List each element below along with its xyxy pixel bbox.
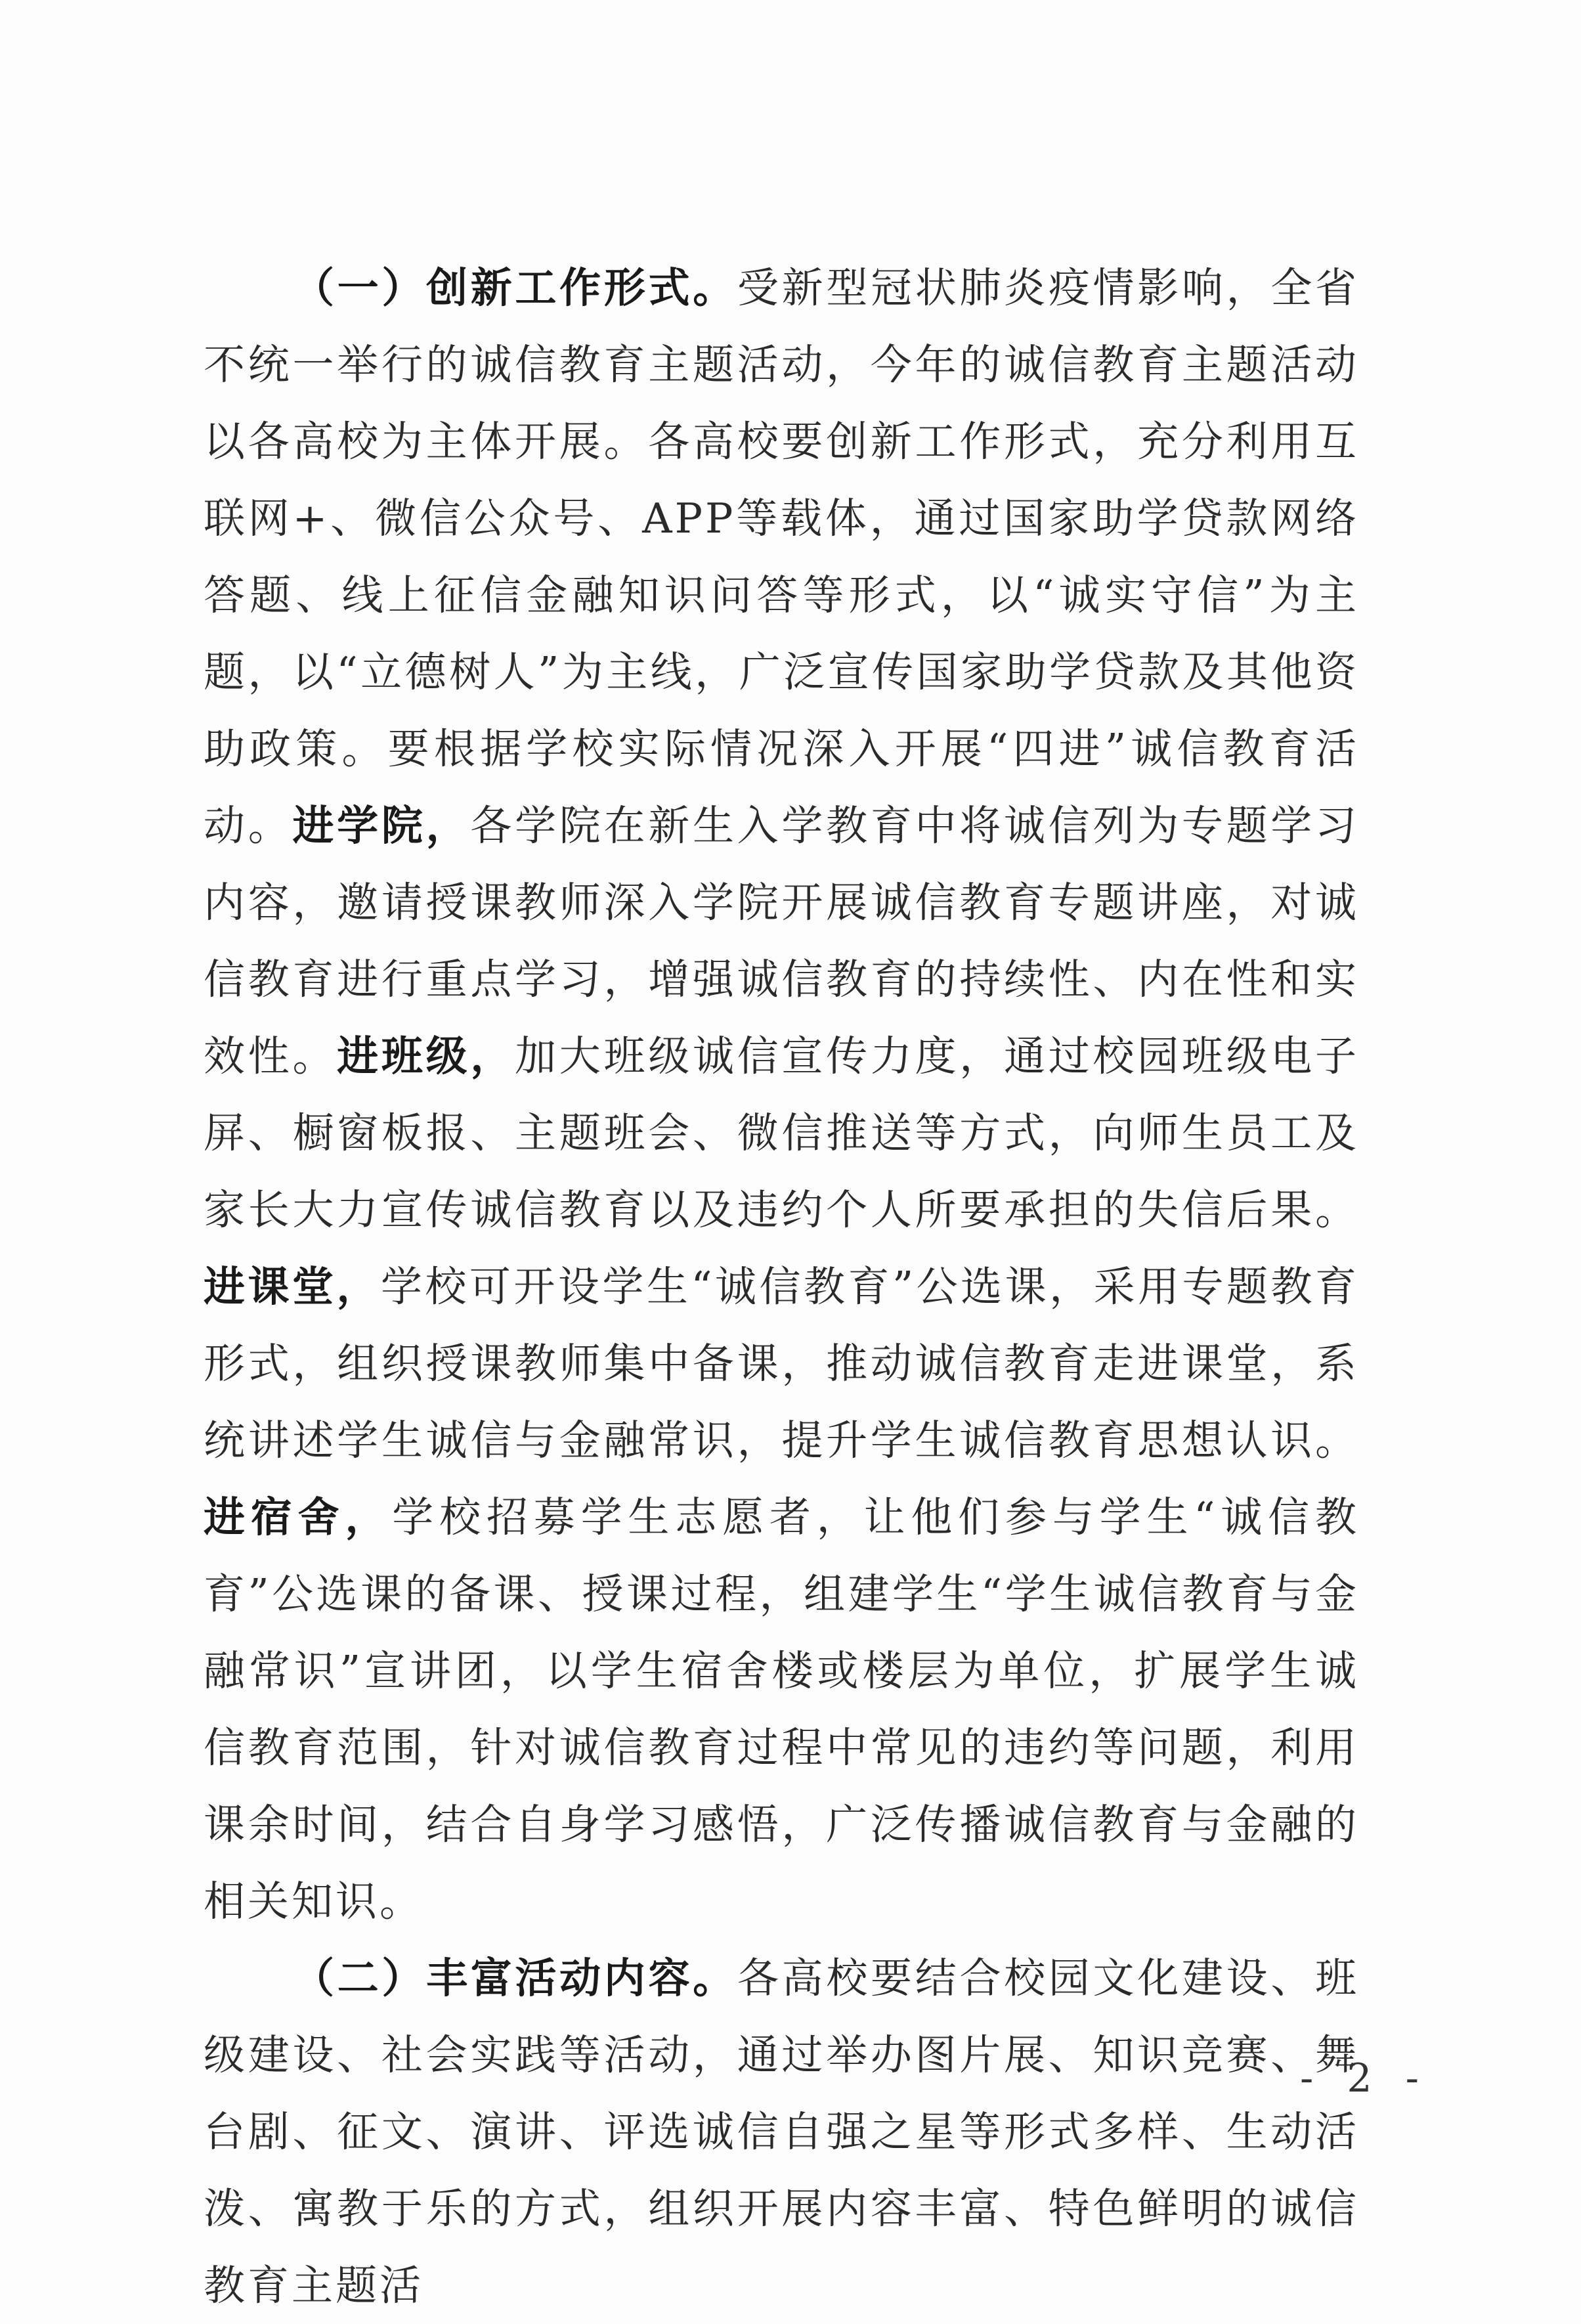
keyword-classroom: 进课堂， [204,1262,381,1311]
paragraph-innovate-work-form [204,250,1359,1940]
paragraph-text: 加大班级诚信宣传力度，通过校园班级电子屏、橱窗板报、主题班会、微信推送等方式，向师生员工及家长大力宣传诚信教育以及违约个人所要承担的失信后果。 [204,1032,1360,1234]
keyword-class: 进班级， [337,1032,515,1080]
paragraph-enrich-activities [204,1940,1359,2324]
section-heading-1: （一）创新工作形式。 [293,263,737,312]
keyword-college: 进学院， [292,801,471,850]
paragraph-text: 学校招募学生志愿者，让他们参与学生“诚信教育”公选课的备课、授课过程，组建学生“学生诚信教育与金融常识”宣讲团，以学生宿舍楼或楼层为单位，扩展学生诚信教育范围，针对诚信教育过程中常见的违约等问题，利用课余时间，结合自身学习感悟，广泛传播诚信教育与金融的相关知识。 [204,1493,1359,1925]
page-number: - 2 - [1300,2055,1429,2101]
keyword-dormitory: 进宿舍， [204,1493,393,1541]
section-heading-2: （二）丰富活动内容。 [293,1954,737,2002]
paragraph-text: 受新型冠状肺炎疫情影响，全省不统一举行的诚信教育主题活动，今年的诚信教育主题活动以各高校为主体开展。各高校要创新工作形式，充分利用互联网+、微信公众号、APP等载体，通过国家助学贷款网络答题、线上征信金融知识问答等形式，以“诚实守信”为主题，以“立德树人”为主线，广泛宣传国家助学贷款及其他资助政策。要根据学校实际情况深入开展“四进”诚信教育活动。 [204,264,1360,850]
paragraph-text: 学校可开设学生“诚信教育”公选课，采用专题教育形式，组织授课教师集中备课，推动诚信教育走进课堂，系统讲述学生诚信与金融常识，提升学生诚信教育思想认识。 [204,1263,1359,1464]
paragraph-text: 各学院在新生入学教育中将诚信列为专题学习内容，邀请授课教师深入学院开展诚信教育专题讲座，对诚信教育进行重点学习，增强诚信教育的持续性、内在性和实效性。 [204,802,1360,1080]
document-body [204,250,1359,2324]
paragraph-text: 各高校要结合校园文化建设、班级建设、社会实践等活动，通过举办图片展、知识竞赛、舞台剧、征文、演讲、评选诚信自强之星等形式多样、生动活泼、寓教于乐的方式，组织开展内容丰富、特色鲜明的诚信教育主题活 [204,1954,1360,2310]
